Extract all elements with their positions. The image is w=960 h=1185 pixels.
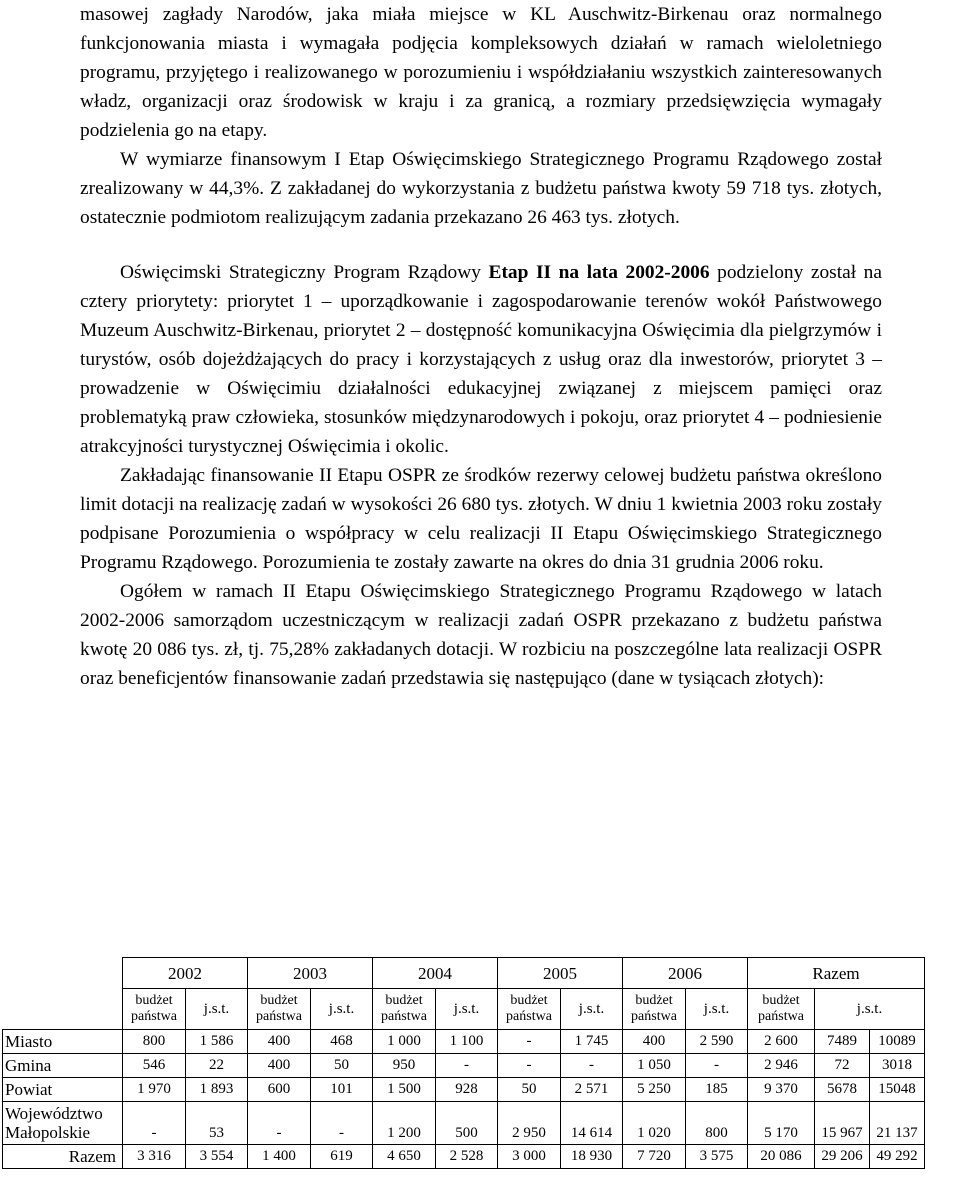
table-cell: 72 [815,1054,870,1078]
row-label: Razem [3,1145,123,1169]
table-cell: 1 400 [248,1145,311,1169]
budget-header-cell: budżet państwa [748,989,815,1030]
table-cell: 50 [498,1078,561,1102]
table-cell: 18 930 [561,1145,623,1169]
table-cell: - [561,1054,623,1078]
table-cell: 49 292 [870,1145,925,1169]
table-row [3,1102,925,1145]
table-cell: 3018 [870,1054,925,1078]
table-cell: 29 206 [815,1145,870,1169]
table-cell: 2 528 [436,1145,498,1169]
row-label [3,1102,123,1145]
table-cell: 1 745 [561,1030,623,1054]
table-cell: 14 614 [561,1102,623,1145]
table-cell: - [248,1102,311,1145]
row-label: Gmina [3,1054,123,1078]
table-cell: 1 893 [186,1078,248,1102]
table-cell: 9 370 [748,1078,815,1102]
table-cell: 15 967 [815,1102,870,1145]
budget-header-cell: budżet państwa [623,989,686,1030]
table-cell: 10089 [870,1030,925,1054]
table-cell: 7 720 [623,1145,686,1169]
table-cell: 1 000 [373,1030,436,1054]
table-cell: 3 316 [123,1145,186,1169]
table-cell: 950 [373,1054,436,1078]
table-cell: 15048 [870,1078,925,1102]
jst-header-cell: j.s.t. [815,989,925,1030]
table-cell: - [498,1054,561,1078]
table-cell: 22 [186,1054,248,1078]
row-label: Powiat [3,1078,123,1102]
table-cell: 5 250 [623,1078,686,1102]
table-cell: - [311,1102,373,1145]
year-header-cell: 2002 [123,958,248,989]
table-cell: 1 200 [373,1102,436,1145]
table-cell: 2 600 [748,1030,815,1054]
table-cell: - [686,1054,748,1078]
table-sub-header [3,989,925,1030]
table-cell: 400 [248,1054,311,1078]
year-header-cell: 2003 [248,958,373,989]
jst-header-cell: j.s.t. [311,989,373,1030]
table-corner [3,958,123,1030]
budget-header-cell: budżet państwa [498,989,561,1030]
jst-header-cell: j.s.t. [686,989,748,1030]
paragraph-3-bold: Etap II na lata 2002-2006 [488,262,710,283]
table-cell: 600 [248,1078,311,1102]
table-row [3,1030,925,1054]
table-cell: 5 170 [748,1102,815,1145]
table-cell: - [436,1054,498,1078]
table-cell: 3 000 [498,1145,561,1169]
document-body [80,0,882,693]
budget-header-cell: budżet państwa [373,989,436,1030]
paragraph-3 [80,258,882,461]
table-cell: 185 [686,1078,748,1102]
table-cell: 7489 [815,1030,870,1054]
year-header-cell: Razem [748,958,925,989]
table-cell: 1 020 [623,1102,686,1145]
table-cell: 400 [248,1030,311,1054]
year-header-cell: 2006 [623,958,748,989]
row-label-line: Małopolskie [5,1123,90,1142]
table-cell: 5678 [815,1078,870,1102]
table-year-header [3,958,925,989]
jst-header-cell: j.s.t. [186,989,248,1030]
paragraph-3-rest: podzielony został na cztery priorytety: priorytet 1 – uporządkowanie i zagospodarowanie terenów wokół Państwowego Muzeum Auschwitz-Birkenau, priorytet 2 – dostępność komunikacyjna Oświęcimia dla pielgrzymów i turystów, osób dojeżdżających do pracy i korzystających z usług oraz dla inwestorów, priorytet 3 – prowadzenie w Oświęcimiu działalności edukacyjnej związanej z miejscem pamięci oraz problematyką praw człowieka, stosunków międzynarodowych i pokoju, oraz priorytet 4 – podniesienie atrakcyjności turystycznej Oświęcimia i okolic. [80,262,882,457]
table-cell: - [498,1030,561,1054]
row-label: Miasto [3,1030,123,1054]
table-cell: 3 575 [686,1145,748,1169]
table-cell: 2 946 [748,1054,815,1078]
year-header-cell: 2004 [373,958,498,989]
jst-header-cell: j.s.t. [561,989,623,1030]
table-cell: 468 [311,1030,373,1054]
paragraph-4: Zakładając finansowanie II Etapu OSPR ze środków rezerwy celowej budżetu państwa określono limit dotacji na realizację zadań w wysokości 26 680 tys. złotych. W dniu 1 kwietnia 2003 roku zostały podpisane Porozumienia o współpracy w celu realizacji II Etapu Oświęcimskiego Strategicznego Programu Rządowego. Porozumienia te zostały zawarte na okres do dnia 31 grudnia 2006 roku. [80,465,882,573]
table-cell: 2 950 [498,1102,561,1145]
table-cell: 500 [436,1102,498,1145]
table-row [3,1078,925,1102]
table-cell: 101 [311,1078,373,1102]
table-cell: 4 650 [373,1145,436,1169]
table-cell: 1 500 [373,1078,436,1102]
table-row [3,1054,925,1078]
table-cell: 1 100 [436,1030,498,1054]
table-cell: 1 586 [186,1030,248,1054]
row-label-line: Województwo [5,1104,103,1123]
paragraph-2: W wymiarze finansowym I Etap Oświęcimskiego Strategicznego Programu Rządowego został zrealizowany w 44,3%. Z zakładanej do wykorzystania z budżetu państwa kwoty 59 718 tys. złotych, ostatecznie podmiotom realizującym zadania przekazano 26 463 tys. złotych. [80,149,882,228]
table-cell: 400 [623,1030,686,1054]
table-cell: 800 [123,1030,186,1054]
table-cell: 619 [311,1145,373,1169]
table-cell: 3 554 [186,1145,248,1169]
table-cell: 2 571 [561,1078,623,1102]
table-cell: 21 137 [870,1102,925,1145]
table-cell: - [123,1102,186,1145]
table-cell: 53 [186,1102,248,1145]
table-cell: 546 [123,1054,186,1078]
paragraph-3-start: Oświęcimski Strategiczny Program Rządowy [120,262,489,283]
table-row [3,1145,925,1169]
table-cell: 1 050 [623,1054,686,1078]
table-cell: 1 970 [123,1078,186,1102]
jst-header-cell: j.s.t. [436,989,498,1030]
table-cell: 50 [311,1054,373,1078]
table-cell: 2 590 [686,1030,748,1054]
financing-table [2,957,925,1169]
paragraph-1: masowej zagłady Narodów, jaka miała miejsce w KL Auschwitz-Birkenau oraz normalnego funkcjonowania miasta i wymagała podjęcia kompleksowych działań w ramach wieloletniego programu, przyjętego i realizowanego w porozumieniu i współdziałaniu wszystkich zainteresowanych władz, organizacji oraz środowisk w kraju i za granicą, a rozmiary przedsięwzięcia wymagały podzielenia go na etapy. [80,4,882,141]
table-cell: 20 086 [748,1145,815,1169]
paragraph-5: Ogółem w ramach II Etapu Oświęcimskiego Strategicznego Programu Rządowego w latach 2002-2006 samorządom uczestniczącym w realizacji zadań OSPR przekazano z budżetu państwa kwotę 20 086 tys. zł, tj. 75,28% zakładanych dotacji. W rozbiciu na poszczególne lata realizacji OSPR oraz beneficjentów finansowanie zadań przedstawia się następująco (dane w tysiącach złotych): [80,581,882,689]
budget-header-cell: budżet państwa [248,989,311,1030]
table-cell: 928 [436,1078,498,1102]
table-cell: 800 [686,1102,748,1145]
year-header-cell: 2005 [498,958,623,989]
budget-header-cell: budżet państwa [123,989,186,1030]
